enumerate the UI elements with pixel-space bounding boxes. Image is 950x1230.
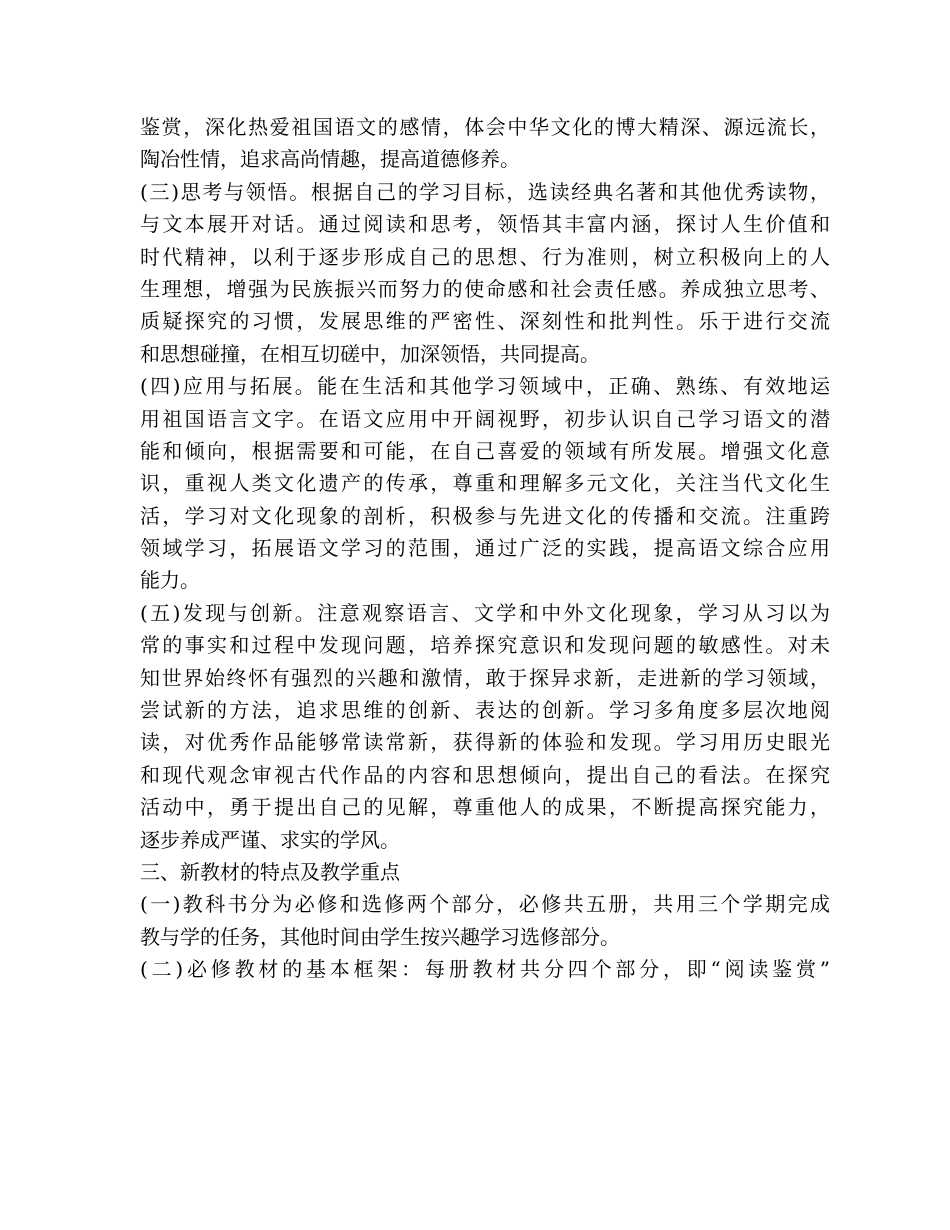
section-heading-text: 三、新教材的特点及教学重点 (140, 859, 400, 884)
text-line: 活，学习对文化现象的剖析，积极参与先进文化的传播和交流。注重跨 (140, 503, 830, 528)
text-line: (五)发现与创新。注意观察语言、文学和中外文化现象，学习从习以为 (140, 600, 830, 625)
text-line: (三)思考与领悟。根据自己的学习目标，选读经典名著和其他优秀读物， (140, 179, 830, 204)
section-heading (140, 856, 830, 888)
text-line: 陶冶性情，追求高尚情趣，提高道德修养。 (140, 147, 520, 172)
text-line: 常的事实和过程中发现问题，培养探究意识和发现问题的敏感性。对未 (140, 633, 830, 658)
text-line: 尝试新的方法，追求思维的创新、表达的创新。学习多角度多层次地阅 (140, 698, 830, 723)
text-line: 领域学习，拓展语文学习的范围，通过广泛的实践，提高语文综合应用 (140, 536, 830, 561)
text-line: 和现代观念审视古代作品的内容和思想倾向，提出自己的看法。在探究 (140, 762, 830, 787)
text-line: 教与学的任务，其他时间由学生按兴趣学习选修部分。 (140, 924, 620, 949)
paragraph-continued (140, 111, 830, 176)
text-line: 知世界始终怀有强烈的兴趣和激情，敢于探异求新，走进新的学习领域， (140, 665, 830, 690)
document-page (140, 111, 830, 986)
paragraph-compulsory-framework (140, 953, 830, 985)
text-line: (四)应用与拓展。能在生活和其他学习领域中，正确、熟练、有效地运 (140, 374, 830, 399)
text-line: (二)必修教材的基本框架：每册教材共分四个部分，即“阅读鉴赏” (140, 957, 830, 982)
text-line: 与文本展开对话。通过阅读和思考，领悟其丰富内涵，探讨人生价值和 (140, 212, 830, 237)
text-line: 逐步养成严谨、求实的学风。 (140, 827, 400, 852)
text-line: 和思想碰撞，在相互切磋中，加深领悟，共同提高。 (140, 341, 600, 366)
text-line: 时代精神，以利于逐步形成自己的思想、行为准则，树立积极向上的人 (140, 244, 830, 269)
paragraph-thinking-and-comprehension (140, 176, 830, 370)
paragraph-textbook-structure (140, 888, 830, 953)
paragraph-discovery-and-innovation (140, 597, 830, 856)
text-line: 用祖国语言文字。在语文应用中开阔视野，初步认识自己学习语文的潜 (140, 406, 830, 431)
text-line: (一)教科书分为必修和选修两个部分，必修共五册，共用三个学期完成 (140, 892, 830, 917)
text-line: 活动中，勇于提出自己的见解，尊重他人的成果，不断提高探究能力， (140, 795, 830, 820)
text-line: 读，对优秀作品能够常读常新，获得新的体验和发现。学习用历史眼光 (140, 730, 830, 755)
paragraph-application-and-expansion (140, 370, 830, 597)
text-line: 生理想，增强为民族振兴而努力的使命感和社会责任感。养成独立思考、 (140, 276, 830, 301)
text-line: 鉴赏，深化热爱祖国语文的感情，体会中华文化的博大精深、源远流长， (140, 115, 830, 139)
text-line: 能力。 (140, 568, 200, 593)
text-line: 质疑探究的习惯，发展思维的严密性、深刻性和批判性。乐于进行交流 (140, 309, 830, 334)
text-line: 能和倾向，根据需要和可能，在自己喜爱的领域有所发展。增强文化意 (140, 438, 830, 463)
text-line: 识，重视人类文化遗产的传承，尊重和理解多元文化，关注当代文化生 (140, 471, 830, 496)
